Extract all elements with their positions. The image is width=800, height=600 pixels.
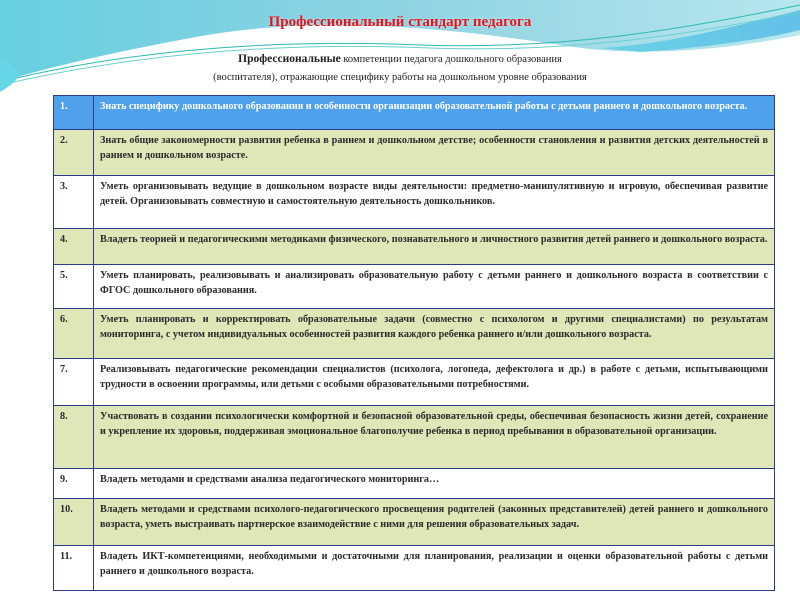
competency-number: 1. [54,96,94,130]
competency-number: 4. [54,229,94,265]
subtitle-line-1-rest: компетенции педагога дошкольного образования [340,54,562,65]
competency-row [54,229,775,265]
competency-text: Знать специфику дошкольного образования и особенности организации образовательной работы с детьми раннего и дошкольного возраста. [94,96,775,130]
competencies-table [53,95,775,591]
competency-number: 8. [54,406,94,469]
competency-number: 6. [54,309,94,359]
subtitle-lead: Профессиональные [238,53,341,65]
competency-number: 7. [54,359,94,406]
competency-text: Уметь планировать, реализовывать и анализировать образовательную работу с детьми раннего и дошкольного возраста в соответствии с ФГОС дошкольного образования. [94,265,775,309]
competency-number: 11. [54,546,94,591]
competency-text: Уметь организовывать ведущие в дошкольном возрасте виды деятельности: предметно-манипулятивную и игровую, обеспечивая развитие детей. Организовывать совместную и самостоятельную деятельность дошкольников. [94,176,775,229]
competency-text: Владеть методами и средствами психолого-педагогического просвещения родителей (законных представителей) детей раннего и дошкольного возраста, уметь выстраивать партнерское взаимодействие с ними для решения образовательных задач. [94,499,775,546]
competency-text: Владеть ИКТ-компетенциями, необходимыми и достаточными для планирования, реализации и оценки образовательной работы с детьми раннего и дошкольного возраста. [94,546,775,591]
competency-text: Владеть теорией и педагогическими методиками физического, познавательного и личностного развития детей раннего и дошкольного возраста. [94,229,775,265]
competency-number: 9. [54,469,94,499]
competency-text: Знать общие закономерности развития ребенка в раннем и дошкольном детстве; особенности становления и развития детских деятельностей в раннем и дошкольном возрасте. [94,130,775,176]
subtitle-line-2: (воспитателя), отражающие специфику работы на дошкольном уровне образования [213,72,587,83]
competency-text: Владеть методами и средствами анализа педагогического мониторинга… [94,469,775,499]
subtitle-line-1 [0,50,800,69]
subtitle [0,50,800,87]
page-title: Профессиональный стандарт педагога [268,14,532,30]
competency-text: Реализовывать педагогические рекомендации специалистов (психолога, логопеда, дефектолога и др.) в работе с детьми, испытывающими трудности в освоении программы, или детьми с особыми образовательными потребностями. [94,359,775,406]
competency-row [54,359,775,406]
competency-row [54,265,775,309]
competency-row [54,499,775,546]
competency-number: 3. [54,176,94,229]
competency-row [54,469,775,499]
competency-row [54,130,775,176]
competency-number: 2. [54,130,94,176]
competency-row [54,406,775,469]
competency-text: Участвовать в создании психологически комфортной и безопасной образовательной среды, обеспечивая безопасность жизни детей, сохранение и укрепление их здоровья, поддерживая эмоциональное благополучие ребенка в период пребывания в образовательной организации. [94,406,775,469]
competency-row [54,96,775,130]
competency-text: Уметь планировать и корректировать образовательные задачи (совместно с психологом и другими специалистами) по результатам мониторинга, с учетом индивидуальных особенностей развития каждого ребенка раннего и/или дошкольного возраста. [94,309,775,359]
competency-row [54,309,775,359]
competency-row [54,176,775,229]
competency-row [54,546,775,591]
competency-number: 5. [54,265,94,309]
competency-number: 10. [54,499,94,546]
